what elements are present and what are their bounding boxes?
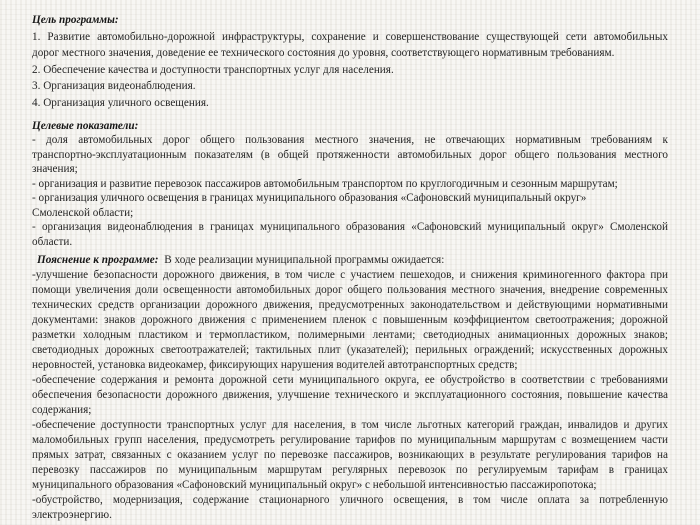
program-goal-heading: Цель программы: [32, 14, 119, 26]
text-line: дорог местного значения, доведение ее технического состояния до уровня, соответствующего нормативным требованиям. [32, 47, 615, 60]
text-line: прямых затрат, связанных с оказанием услуг по перевозке пассажиров, возникающих в результате регулирования тарифов на [32, 449, 668, 462]
text-line: области. [32, 235, 73, 248]
section-program-goal [32, 12, 668, 112]
program-goal-lines [32, 29, 668, 112]
text-line: -улучшение безопасности дорожного движения, в том числе с участием пешеходов, и снижения криминогенного фактора при [32, 268, 668, 281]
text-line: муниципального образования «Сафоновский муниципальный округ» с небольшой интенсивностью пассажиропотока; [32, 479, 597, 492]
program-explanation-lead-line [32, 253, 668, 268]
section-target-indicators [32, 119, 668, 250]
program-explanation-heading: Пояснение к программе: [37, 253, 159, 266]
program-explanation-lead-text: В ходе реализации муниципальной программы ожидается: [161, 253, 445, 266]
text-line: разметки холодным пластиком и термопластиком, полимерными лентами; светодиодных анимационных дорожных знаков; [32, 328, 668, 341]
text-line: документами: знаков дорожного движения с применением пленок с повышенным коэффициентом светоотражения; дорожной [32, 313, 668, 326]
text-line: светодиодных дорожных светоотражателей; тактильных плит (указателей); перильных ограждений; искусственных дорожных [32, 343, 668, 356]
text-line: - организация уличного освещения в границах муниципального образования «Сафоновский муниципальный округ» [32, 192, 587, 205]
text-line: технических средств организации дорожного движения, предусмотренных законодательством и действующими нормативными [32, 298, 668, 311]
text-line: содержания; [32, 404, 92, 417]
section-program-explanation [32, 253, 668, 524]
text-line: - доля автомобильных дорог общего пользования местного значения, не отвечающих нормативным требованиям к [32, 134, 668, 147]
text-line: -обеспечение доступности транспортных услуг для населения, в том числе льготных категорий граждан, инвалидов и других [32, 419, 668, 432]
text-line: 3. Организация видеонаблюдения. [32, 80, 196, 93]
text-line: 4. Организация уличного освещения. [32, 96, 209, 109]
text-line: помощи увеличения доли освещенности автомобильных дорог общего пользования местного значения, внедрение современных [32, 283, 668, 296]
text-line: значения; [32, 163, 78, 176]
program-explanation-lines [32, 268, 668, 524]
text-line: обеспечения безопасности дорожного движения, улучшение технического и эксплуатационного состояния, повышение качества [32, 388, 668, 401]
text-line: транспортно-эксплуатационным показателям (в общей протяженности автомобильных дорог общего пользования местного [32, 148, 668, 161]
text-line: перевозку пассажиров по муниципальным маршрутам регулярных перевозок по регулируемым тарифам в границах [32, 464, 668, 477]
text-line: 2. Обеспечение качества и доступности транспортных услуг для населения. [32, 63, 394, 76]
text-line: -обеспечение содержания и ремонта дорожной сети муниципального округа, ее обустройство в соответствии с требованиями [32, 373, 668, 386]
text-line: -обустройство, модернизация, содержание стационарного уличного освещения, в том числе оплата за потребленную [32, 494, 668, 507]
text-line: 1. Развитие автомобильно-дорожной инфраструктуры, сохранение и совершенствование существующей сети автомобильных [32, 30, 668, 43]
target-indicators-heading: Целевые показатели: [32, 119, 139, 132]
text-line: Смоленской области; [32, 206, 134, 219]
text-line: электроэнергию. [32, 509, 112, 522]
text-line: - организация и развитие перевозок пассажиров автомобильным транспортом по круглогодичным и сезонным маршрутам; [32, 177, 618, 190]
target-indicators-lines [32, 133, 668, 249]
text-line: - организация видеонаблюдения в границах муниципального образования «Сафоновский муниципальный округ» Смоленской [32, 221, 668, 234]
text-line: неровностей, установка видеокамер, фиксирующих нарушения водителей автотранспортных средств; [32, 358, 518, 371]
text-line: маломобильных групп населения, предусмотреть регулирование тарифов по муниципальным маршрутам с возмещением части [32, 434, 668, 447]
